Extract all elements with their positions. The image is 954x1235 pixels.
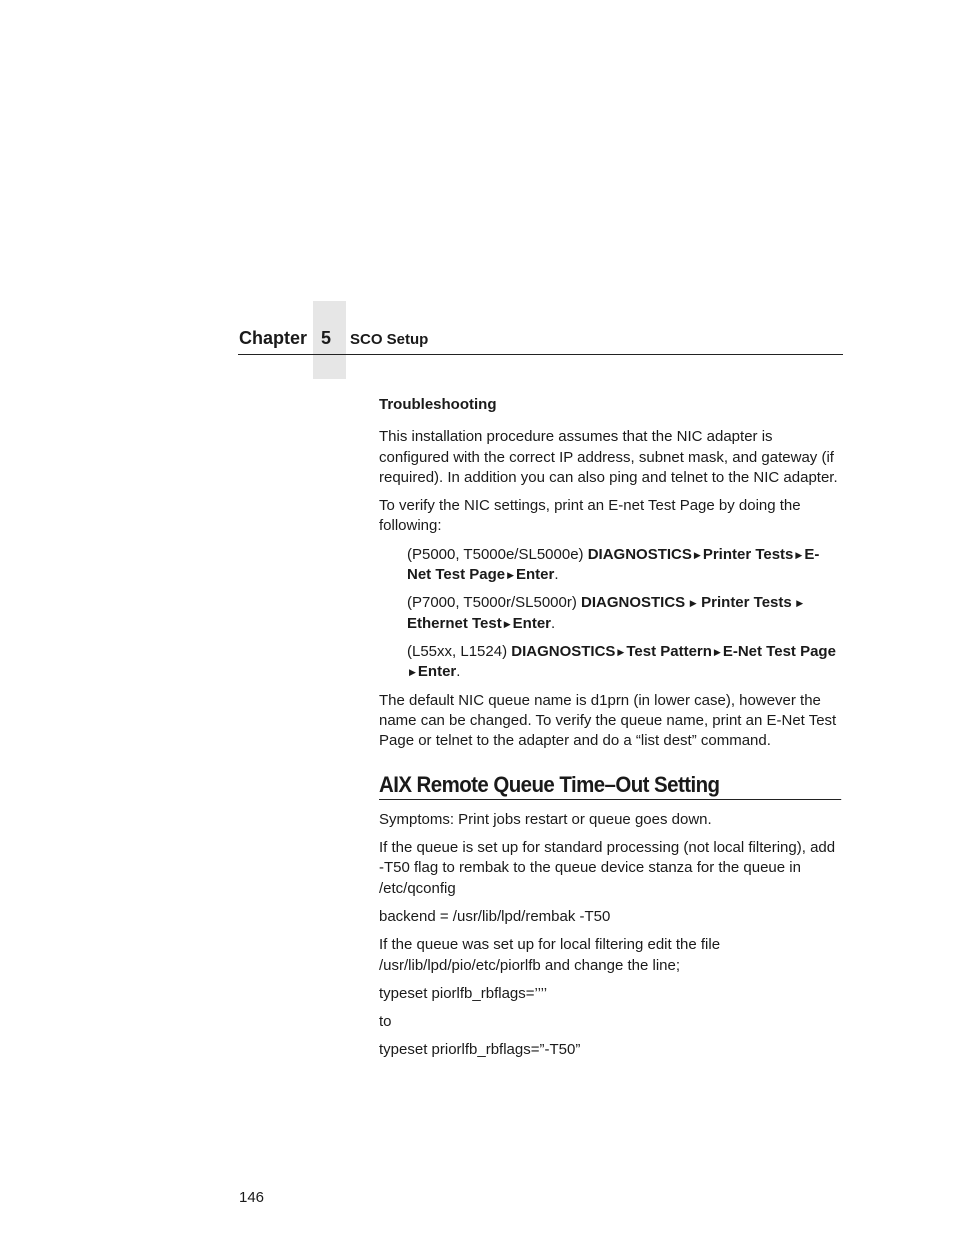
verify-paragraph: To verify the NIC settings, print an E-net Test Page by doing the following: (379, 497, 801, 535)
menu-item: E-Net Test Page (407, 545, 820, 584)
arrow-right-icon: ▶ (503, 618, 511, 629)
aix-section-heading: AIX Remote Queue Time–Out Setting (379, 775, 841, 799)
chapter-number: 5 (321, 328, 332, 348)
menu-item: Enter (417, 663, 457, 681)
local-filtering-paragraph: If the queue was set up for local filtering edit the file /usr/lib/lpd/pio/etc/piorlfb and change the line; (379, 936, 721, 974)
typeset-old-line: typeset piorlfb_rbflags=’’’’ (379, 984, 548, 1002)
menu-item: Enter (512, 614, 552, 632)
step-suffix: . (456, 663, 461, 681)
intro-paragraph: This installation procedure assumes that the NIC adapter is configured with the correct IP address, subnet mask, and gateway (if required). In addition you can also ping and telnet to the NIC adapter. (379, 428, 838, 486)
to-line: to (379, 1013, 392, 1031)
arrow-right-icon: ▶ (793, 598, 806, 609)
step-prefix: (P5000, T5000e/SL5000e) (407, 545, 588, 563)
menu-item: DIAGNOSTICS (511, 642, 616, 660)
troubleshooting-heading: Troubleshooting (379, 396, 497, 413)
menu-path-step (407, 593, 837, 634)
step-prefix: (L55xx, L1524) (407, 642, 512, 660)
step-suffix: . (554, 566, 559, 584)
menu-item: Printer Tests (701, 594, 792, 612)
chapter-label: Chapter (239, 328, 308, 348)
page-content (379, 395, 841, 1069)
arrow-right-icon: ▶ (795, 549, 803, 560)
arrow-right-icon: ▶ (507, 570, 515, 581)
arrow-right-icon: ▶ (687, 598, 700, 609)
menu-item: DIAGNOSTICS (587, 545, 692, 563)
step-suffix: . (551, 614, 556, 632)
menu-item: Printer Tests (702, 545, 794, 563)
section-name: SCO Setup (350, 331, 429, 348)
menu-item: Ethernet Test (407, 614, 502, 632)
queue-note-paragraph: The default NIC queue name is d1prn (in lower case), however the name can be changed. To verify the queue name, print an E-Net Test Page or telnet to the adapter and do a “list dest” command. (379, 691, 837, 750)
menu-item: Test Pattern (626, 642, 712, 660)
menu-item: Enter (516, 566, 555, 584)
arrow-right-icon: ▶ (409, 667, 416, 678)
header-rule (238, 354, 843, 355)
menu-path-step (407, 642, 837, 683)
menu-item: E-Net Test Page (722, 642, 836, 660)
arrow-right-icon: ▶ (713, 646, 721, 657)
backend-line: backend = /usr/lib/lpd/rembak -T50 (379, 907, 611, 925)
standard-processing-paragraph: If the queue is set up for standard processing (not local filtering), add -T50 flag to rembak to the queue device stanza for the queue in /etc/qconfig (379, 839, 836, 897)
page-number: 146 (239, 1189, 265, 1206)
menu-path-step (407, 545, 837, 586)
step-prefix: (P7000, T5000r/SL5000r) (407, 594, 582, 612)
arrow-right-icon: ▶ (617, 646, 625, 657)
arrow-right-icon: ▶ (693, 549, 701, 560)
menu-item: DIAGNOSTICS (581, 594, 686, 612)
typeset-new-line: typeset priorlfb_rbflags=”-T50” (379, 1041, 581, 1059)
symptoms-paragraph: Symptoms: Print jobs restart or queue goes down. (379, 810, 712, 828)
